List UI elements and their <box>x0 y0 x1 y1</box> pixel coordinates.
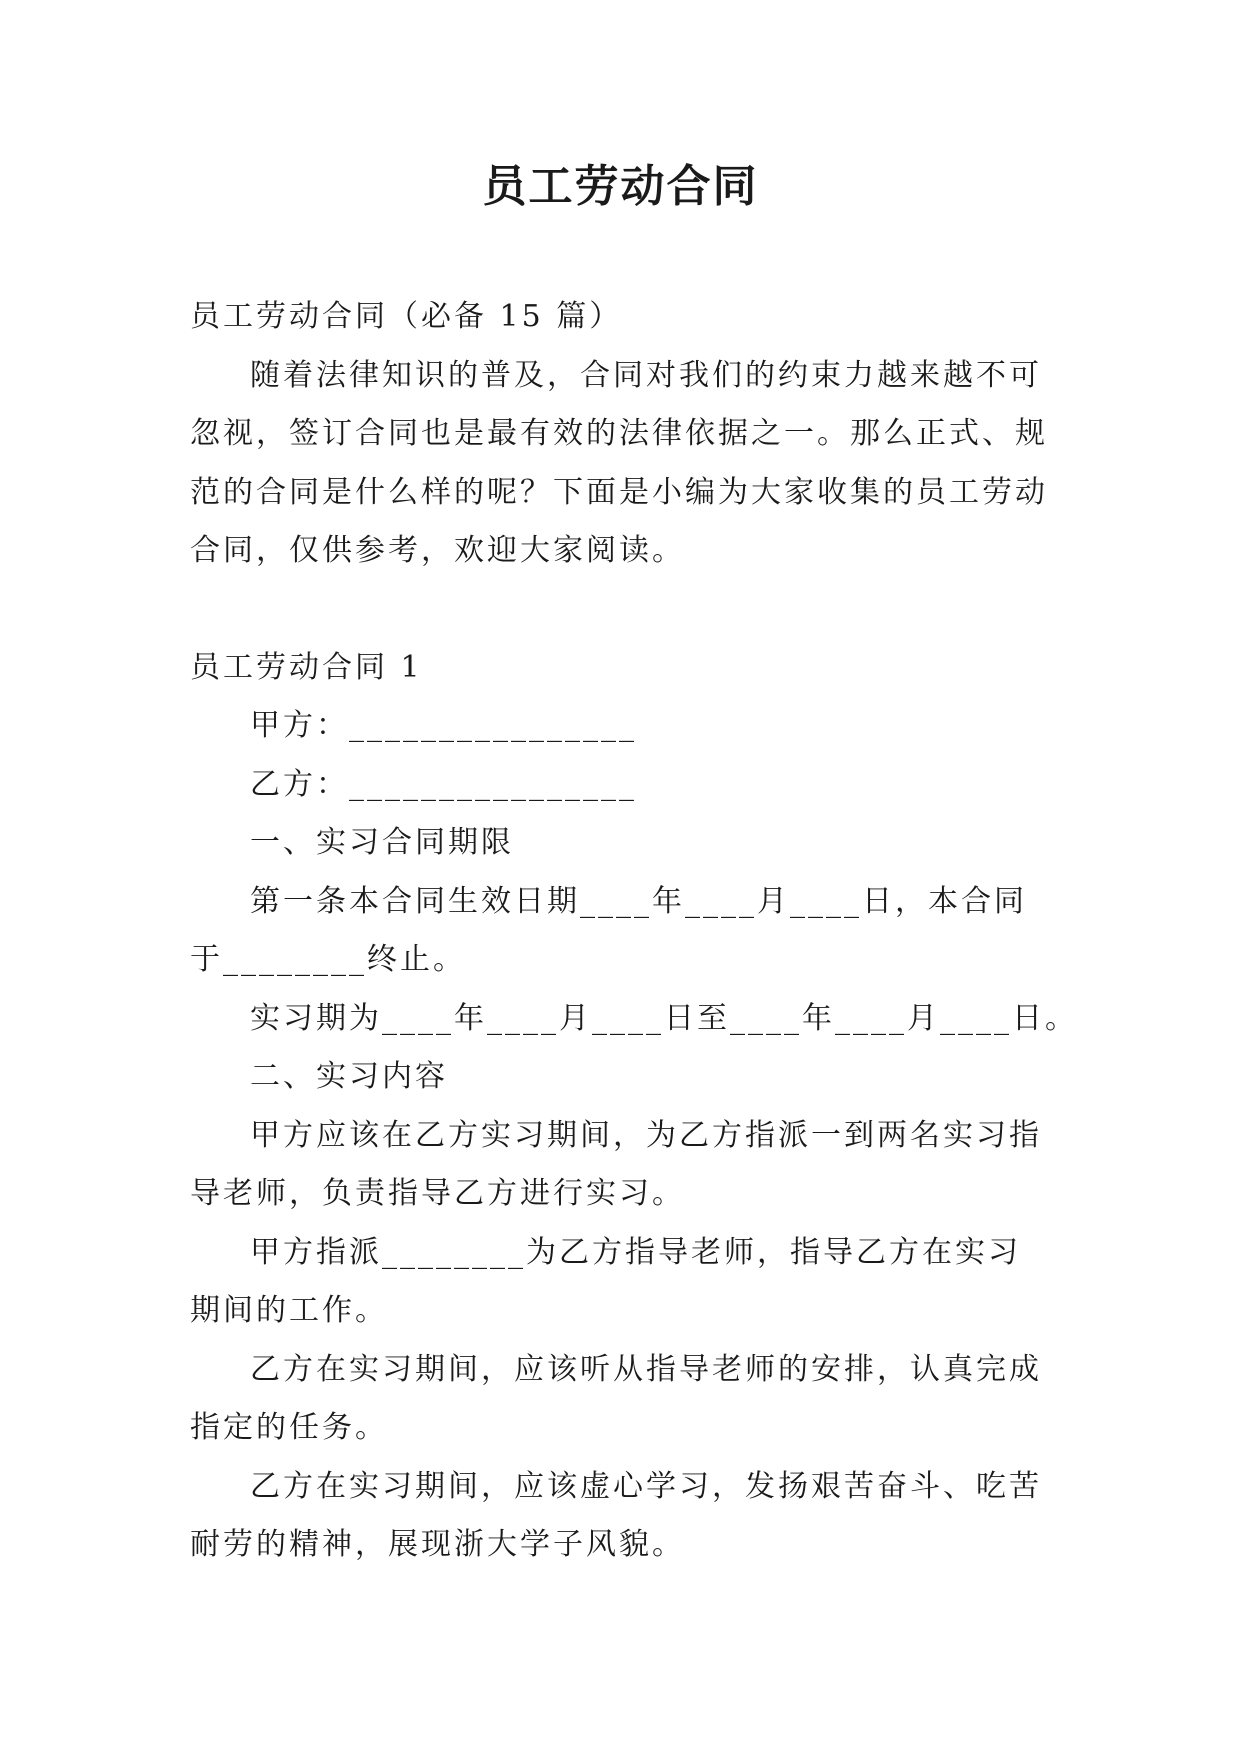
clause-2-paragraph: 乙方在实习期间，应该虚心学习，发扬艰苦奋斗、吃苦耐劳的精神，展现浙大学子风貌。 <box>190 1468 1042 1562</box>
party-a-line: 甲方：________________ <box>250 708 637 743</box>
clause-1-effective-date: 第一条本合同生效日期____年____月____日，本合同于________终止。 <box>190 883 1027 977</box>
paragraph-spacer <box>190 581 1050 639</box>
party-b-line: 乙方：________________ <box>250 766 637 802</box>
document-subtitle: 员工劳动合同（必备 15 篇） <box>190 299 623 334</box>
intro-paragraph: 随着法律知识的普及，合同对我们的约束力越来越不可忽视，签订合同也是最有效的法律依据之一。那么正式、规范的合同是什么样的呢？下面是小编为大家收集的员工劳动合同，仅供参考，欢迎大家阅读。 <box>190 357 1048 568</box>
section-heading: 员工劳动合同 1 <box>190 649 423 685</box>
clause-2-paragraph: 乙方在实习期间，应该听从指导老师的安排，认真完成指定的任务。 <box>190 1351 1042 1445</box>
clause-1-internship-period: 实习期为____年____月____日至____年____月____日。 <box>250 1000 1078 1036</box>
clause-2-heading: 二、实习内容 <box>250 1059 448 1094</box>
clause-2-paragraph: 甲方指派________为乙方指导老师，指导乙方在实习期间的工作。 <box>190 1234 1021 1328</box>
clause-2-paragraph: 甲方应该在乙方实习期间，为乙方指派一到两名实习指导老师，负责指导乙方进行实习。 <box>190 1117 1042 1211</box>
clause-1-heading: 一、实习合同期限 <box>250 825 514 860</box>
document-title: 员工劳动合同 <box>482 161 759 212</box>
document-body <box>190 288 1078 1575</box>
